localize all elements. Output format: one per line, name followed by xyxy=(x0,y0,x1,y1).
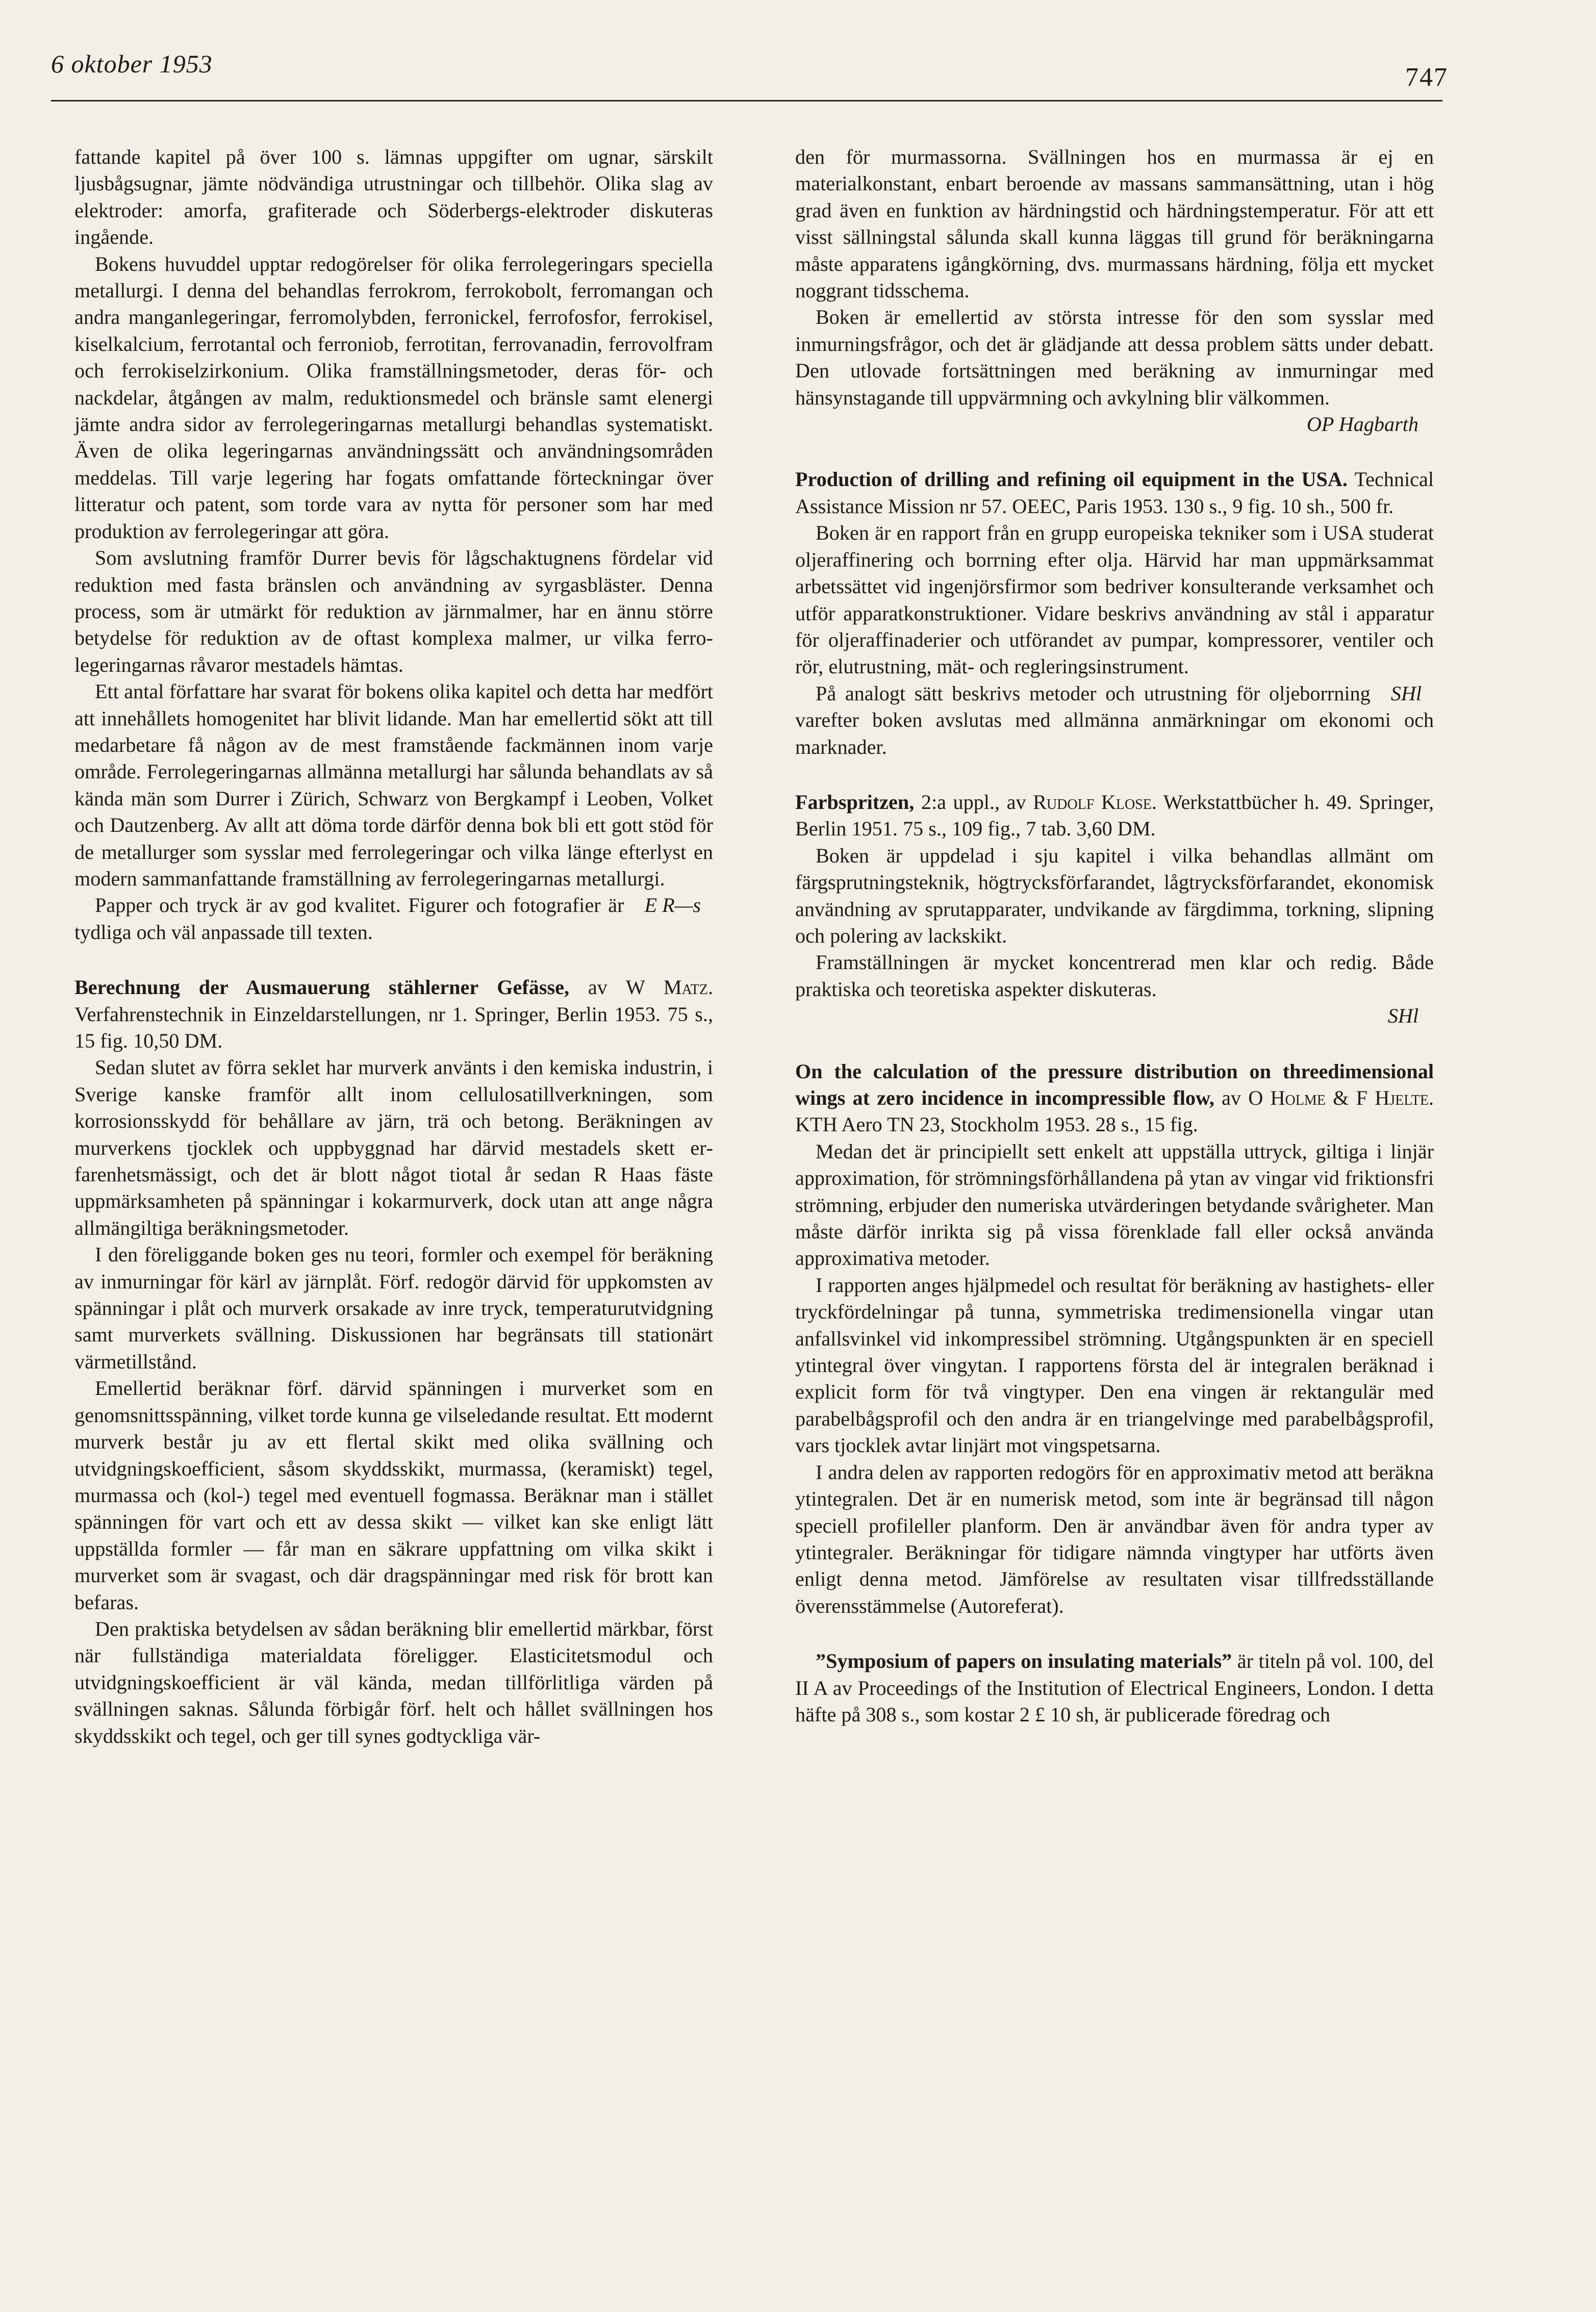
paragraph: Emellertid beräknar förf. därvid spänningen i murverket som en genomsnittsspänning, vilket torde kunna ge vilseledande resultat. Ett modernt murverk består ju av ett flertal skikt med olika svällning och utvidgningskoefficient, såsom skyddsskikt, murmassa, (keramiskt) tegel, murmassa och (kol-) tegel med eventuell fogmassa. Beräknar man i stället spänningen för vart och ett av dessa skikt — vilket kan ske enligt lätt uppställda formler — får man en säkrare uppfattning om vilka skikt i murverket som är svagast, och där dragspänningar med risk för brott kan befaras. xyxy=(74,1377,713,1614)
review-author: Hjelte xyxy=(1375,1086,1429,1109)
paragraph: SHl På analogt sätt beskrivs metoder och utrustning för oljeborrning varefter boken avslutas med allmänna anmärkningar om ekonomi och marknader. xyxy=(795,680,1434,760)
paragraph: fattande kapitel på över 100 s. lämnas uppgifter om ugnar, särskilt ljusbågsugnar, jämte nödvändiga utrustningar och tillbehör. Olika slag av elektroder: amorfa, grafiterade och Söderbergs-elektroder diskuteras ingående. xyxy=(74,145,713,249)
paragraph: Framställningen är mycket koncentrerad men klar och redig. Både praktiska och teoretiska aspekter diskuteras. xyxy=(795,951,1434,1001)
paragraph: Boken är uppdelad i sju kapitel i vilka behandlas allmänt om färgsprutningsteknik, högtrycksförfarandet, lågtrycksförfarandet, ekonomisk användning av sprutapparater, undvikande av färgdimma, torkning, slipning och polering av lackskikt. xyxy=(795,844,1434,947)
review-title: On the calculation of the pressure distribution on threedimensional wings at zero incidence in incompressible flow, xyxy=(795,1059,1434,1109)
sig-inline: E R—s xyxy=(644,894,701,917)
review-author: Holme xyxy=(1270,1086,1326,1109)
paragraph: den för murmassorna. Svällningen hos en murmassa är ej en materialkonstant, enbart beroende av massans sammansättning, utan i hög grad även en funktion av härdningstid och härdningstemperatur. För att ett visst sällningstal sålunda skall kunna läggas till grund för beräkningarna måste apparatens igångkörning, dvs. murmassans härdning, följa ett mycket noggrant tidsschema. xyxy=(795,145,1434,302)
review-heading: Farbspritzen, 2:a uppl., av Rudolf Klose. Werkstattbücher h. 49. Springer, Berlin 1951. 75 s., 109 fig., 7 tab. 3,60 DM. xyxy=(795,790,1434,841)
paragraph: Boken är en rapport från en grupp europeiska tekniker som i USA studerat oljeraffinering och borrning efter olja. Härvid har man uppmärksammat arbetssättet vid ingenjörsfirmor som bedriver konsulterande verksamhet och utför apparatkonstruktioner. Vidare beskrivs användning av stål i apparatur för oljeraffinaderier och utförandet av pumpar, kompressorer, ventiler och rör, elutrustning, mät- och regleringsinstrument. xyxy=(795,521,1434,678)
review-author: Matz xyxy=(663,976,708,999)
review-ausmauerung-continued xyxy=(795,144,1434,438)
review-heading: Production of drilling and refining oil equipment in the USA. Technical Assistance Mission nr 57. OEEC, Paris 1953. 130 s., 9 fig. 10 sh., 500 fr. xyxy=(795,468,1434,518)
review-farbspritzen xyxy=(795,789,1434,1030)
sig-inline: SHl xyxy=(1390,681,1422,705)
review-author: Rudolf Klose xyxy=(1033,790,1152,814)
review-heading: On the calculation of the pressure distribution on threedimensional wings at zero incidence in incompressible flow, av O Holme & F Hjelte. KTH Aero TN 23, Stockholm 1953. 28 s., 15 fig. xyxy=(795,1059,1434,1136)
paragraph: I andra delen av rapporten redogörs för en approximativ metod att beräkna ytintegralen. Det är en numerisk metod, som inte är begränsad till någon speciell profileller planform. Den är användbar även för andra typer av ytintegraler. Beräkningar för tidigare nämnda vingtyper har utförts även enligt denna metod. Jämförelse av resultaten visar tillfredsställande överensstämmelse (Autoreferat). xyxy=(795,1460,1434,1617)
paragraph: Ett antal författare har svarat för bokens olika kapitel och detta har medfört att innehållets homogenitet har blivit lidande. Man har emellertid sökt att till medarbetare få någon av de mest framstående fackmännen inom varje område. Ferrolegeringarnas allmänna metallurgi har sålunda behandlats av så kända män som Durrer i Zürich, Schwarz von Bergkampf i Leoben, Volket och Dautzenberg. Av allt att döma torde därför denna bok bli ett gott stöd för de metallurger som sysslar med ferrolegeringar och vilka länge efterlyst en modern sammanfattande framställning av ferrolegeringarnas metallurgi. xyxy=(74,680,713,890)
reviewer-signature: SHl xyxy=(1387,1004,1418,1028)
paragraph: Medan det är principiellt sett enkelt att uppställa uttryck, giltiga i linjär approximation, för strömningsförhållandena på ytan av vingar vid friktionsfri strömning, erbjuder den numeriska utvärderingen betydande svårigheter. Man måste därför inrikta sig på vissa förenklade fall eller också använda approximativa metoder. xyxy=(795,1139,1434,1270)
paragraph: I den föreliggande boken ges nu teori, formler och exempel för beräkning av inmurningar för kärl av järnplåt. Förf. redogör därvid för uppkomsten av spänningar i plåt och murverk orsakade av inre tryck, temperaturutvidgning samt murverkets svällning. Diskussionen har begränsats till stationärt värmetillstånd. xyxy=(74,1243,713,1373)
review-ferroalloys-continued xyxy=(74,144,713,946)
review-wings xyxy=(795,1058,1434,1620)
review-title: Berechnung der Ausmauerung stählerner Gefässe, xyxy=(74,976,570,999)
right-column xyxy=(795,144,1434,1728)
paragraph: Sedan slutet av förra seklet har murverk använts i den kemiska industrin, i Sverige kanske framför allt inom cellulosatillverkningen, som korrosionsskydd för behållare av järn, trä och betong. Beräkningen av murverkens tjocklek och uppbyggnad har därvid mestadels skett erfarenhetsmässigt, och det är blott något tiotal år sedan R Haas fäste uppmärksamheten på spänningar i kokarmurverk, dock utan att ange några allmängiltiga beräkningsmetoder. xyxy=(74,1056,713,1239)
paragraph: Boken är emellertid av största intresse för den som sysslar med inmurningsfrågor, och det är glädjande att dessa problem sätts under debatt. Den utlovade fortsättningen med beräkning av inmurningar med hänsynstagande till uppvärmning och avkylning blir välkommen. xyxy=(795,306,1434,409)
review-symposium xyxy=(795,1648,1434,1728)
review-heading: ”Symposium of papers on insulating materials” är titeln på vol. 100, del II A av Proceedings of the Institution of Electrical Engineers, London. I detta häfte på 308 s., som kostar 2 £ 10 sh, är publicerade föredrag och xyxy=(795,1649,1434,1726)
reviewer-signature: OP Hagbarth xyxy=(1306,413,1418,436)
review-title: ”Symposium of papers on insulating materials” xyxy=(816,1649,1232,1673)
review-title: Farbspritzen, xyxy=(795,790,915,814)
review-drilling xyxy=(795,466,1434,760)
paragraph: Den praktiska betydelsen av sådan beräkning blir emellertid märkbar, först när fullständiga materialdata föreligger. Elasticitetsmodul och utvidgningskoefficient är väl kända, medan tillförlitliga värden på svällningen saknas. Sålunda förbigår förf. helt och hållet svällningen hos skyddsskikt och tegel, och ger till synes godtyckliga vär- xyxy=(74,1617,713,1747)
paragraph: E R—s Papper och tryck är av god kvalitet. Figurer och fotografier är tydliga och väl anpassade till texten. xyxy=(74,892,713,946)
page-number: 747 xyxy=(1405,63,1448,92)
review-title: Production of drilling and refining oil equipment in the USA. xyxy=(795,468,1348,491)
left-column xyxy=(74,144,713,1749)
paragraph: Som avslutning framför Durrer bevis för lågschaktugnens fördelar vid reduktion med fasta bränslen och användning av syrgasbläster. Denna process, som är utmärkt för reduktion av järnmalmer, har en ännu större betydelse för reduktion av de oftast komplexa malmer, ur vilka ferrolegeringarnas råvaror mestadels hämtas. xyxy=(74,546,713,676)
header-rule xyxy=(51,100,1442,101)
paragraph: Bokens huvuddel upptar redogörelser för olika ferrolegeringars speciella metallurgi. I denna del behandlas ferrokrom, ferrokobolt, ferromangan och andra manganlegeringar, ferromolybden, ferronickel, ferrofosfor, ferrokisel, kiselkalcium, ferrotantal och ferroniob, ferrotitan, ferrovanadin, ferrovolfram och ferrokiselzirkonium. Olika framställningsmetoder, deras för- och nackdelar, åtgången av malm, reduktionsmedel och bränsle samt elenergi jämte andra sidor av ferrolegeringarnas metallurgi behandlas systematiskt. Även de olika legeringarnas användningssätt och användningsområden meddelas. Till varje legering har fogats omfattande förteckningar över litteratur och patent, som torde vara av nytta för personer som har med produktion av ferrolegeringar att göra. xyxy=(74,252,713,543)
review-ausmauerung xyxy=(74,974,713,1749)
paragraph: I rapporten anges hjälpmedel och resultat för beräkning av hastighets- eller tryckfördelningar på tunna, symmetriska tredimensionella vingar utan anfallsvinkel vid inkompressibel strömning. Utgångspunkten är en speciell ytintegral över vingytan. I rapportens första del är integralen beräknad i explicit form för två vingtyper. Den ena vingen är rektangulär med parabelbågsprofil och den andra är en triangelvinge med parabelbågsprofil, vars tjocklek avtar linjärt mot vingspetsarna. xyxy=(795,1273,1434,1457)
issue-date: 6 oktober 1953 xyxy=(51,49,213,78)
review-heading: Berechnung der Ausmauerung stählerner Gefässe, av W Matz. Verfahrenstechnik in Einzeldarstellungen, nr 1. Springer, Berlin 1953. 75 s., 15 fig. 10,50 DM. xyxy=(74,976,713,1052)
